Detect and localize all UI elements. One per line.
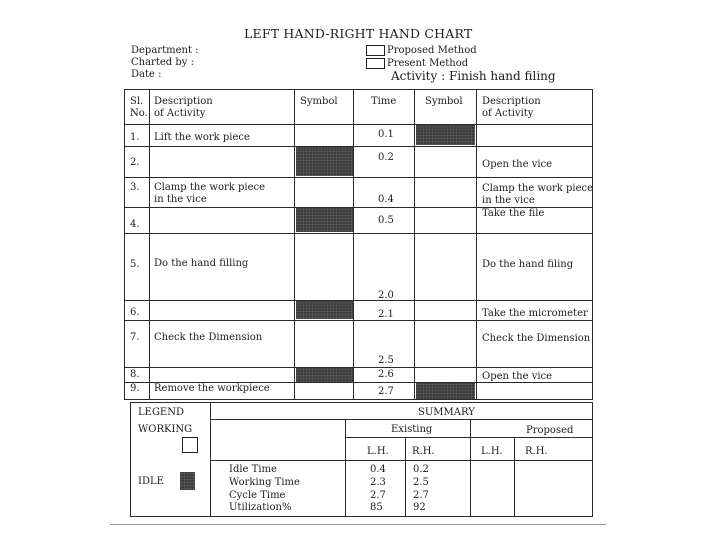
summary-proposed-header: Proposed (526, 425, 574, 436)
summary-divider (210, 460, 592, 461)
charted-by-label: Charted by : (131, 57, 194, 68)
col-divider (353, 89, 354, 399)
idle-symbol-left (296, 147, 353, 176)
col-divider (414, 89, 415, 399)
summary-metric-lh: 2.7 (370, 490, 386, 501)
table-row-right-desc: Clamp the work piece (482, 183, 594, 194)
summary-metric-rh: 2.7 (413, 490, 429, 501)
summary-divider (514, 437, 515, 516)
row-divider (124, 367, 593, 368)
present-method-label: Present Method (387, 58, 469, 69)
proposed-method-label: Proposed Method (387, 45, 477, 56)
summary-rh-header: R.H. (525, 446, 548, 457)
row-divider (124, 320, 593, 321)
table-row-right-desc: Open the vice (482, 371, 553, 382)
table-row-no: 3. (130, 182, 140, 193)
section-border-top (130, 402, 592, 403)
summary-metric-lh: 0.4 (370, 464, 386, 475)
table-row-no: 7. (130, 332, 140, 343)
table-border-top (124, 89, 593, 90)
summary-divider (345, 437, 592, 438)
table-row-left-desc: Remove the workpiece (154, 383, 270, 394)
header-sl-no: No. (130, 108, 148, 119)
summary-divider (345, 419, 346, 516)
summary-title: SUMMARY (418, 407, 475, 418)
table-row-left-desc: Check the Dimension (154, 332, 263, 343)
table-row-time: 0.1 (378, 129, 394, 140)
table-border-right (592, 89, 593, 400)
idle-symbol-left (296, 368, 353, 382)
scan-edge-line (110, 524, 606, 525)
idle-symbol-left (296, 301, 353, 319)
summary-metric-rh: 0.2 (413, 464, 429, 475)
department-label: Department : (131, 45, 199, 56)
header-symbol-left: Symbol (300, 96, 338, 107)
working-symbol (182, 437, 198, 453)
section-border-right (592, 402, 593, 517)
header-desc-right: Description (482, 96, 541, 107)
table-row-right-desc: Take the micrometer (482, 308, 588, 319)
section-border-bottom (130, 516, 592, 517)
col-divider (476, 89, 477, 399)
table-row-no: 9. (130, 383, 140, 394)
summary-existing-header: Existing (391, 424, 433, 435)
table-row-no: 8. (130, 369, 140, 380)
summary-lh-header: L.H. (481, 446, 503, 457)
header-sl-no: Sl. (130, 96, 144, 107)
summary-metric-label: Cycle Time (229, 490, 286, 501)
idle-symbol-right (416, 383, 475, 399)
table-row-time: 2.5 (378, 355, 394, 366)
table-row-time: 0.5 (378, 215, 394, 226)
table-row-left-desc: in the vice (154, 194, 207, 205)
row-divider (124, 124, 593, 125)
legend-working-label: WORKING (138, 424, 193, 435)
summary-metric-lh: 2.3 (370, 477, 386, 488)
table-border-bottom (124, 399, 593, 400)
summary-divider (210, 419, 592, 420)
table-row-right-desc: Open the vice (482, 159, 553, 170)
table-row-time: 0.4 (378, 194, 394, 205)
summary-metric-rh: 2.5 (413, 477, 429, 488)
header-desc-right: of Activity (482, 108, 534, 119)
header-desc-left: Description (154, 96, 213, 107)
summary-metric-label: Utilization% (229, 502, 292, 513)
row-divider (124, 300, 593, 301)
summary-metric-rh: 92 (413, 502, 426, 513)
col-divider (294, 89, 295, 399)
table-row-no: 6. (130, 307, 140, 318)
summary-divider (470, 419, 471, 516)
summary-lh-header: L.H. (367, 446, 389, 457)
section-border-left (130, 402, 131, 517)
present-method-checkbox[interactable] (366, 58, 385, 69)
date-label: Date : (131, 69, 162, 80)
summary-metric-label: Idle Time (229, 464, 277, 475)
summary-metric-label: Working Time (229, 477, 300, 488)
idle-symbol (180, 472, 195, 490)
row-divider (124, 233, 593, 234)
row-divider (124, 177, 593, 178)
table-row-time: 2.0 (378, 290, 394, 301)
table-row-time: 2.7 (378, 386, 394, 397)
table-row-left-desc: Lift the work piece (154, 132, 250, 143)
legend-idle-label: IDLE (138, 476, 164, 487)
header-desc-left: of Activity (154, 108, 206, 119)
header-symbol-right: Symbol (425, 96, 463, 107)
table-row-right-desc: Check the Dimension (482, 333, 591, 344)
summary-rh-header: R.H. (412, 446, 435, 457)
table-row-right-desc: Take the file (482, 208, 545, 219)
legend-title: LEGEND (138, 407, 184, 418)
idle-symbol-right (416, 125, 475, 145)
table-row-time: 2.1 (378, 309, 394, 320)
table-row-right-desc: in the vice (482, 195, 535, 206)
table-border-left (124, 89, 125, 400)
table-row-time: 0.2 (378, 152, 394, 163)
table-row-no: 4. (130, 219, 140, 230)
summary-divider (405, 437, 406, 516)
table-row-left-desc: Do the hand filling (154, 258, 249, 269)
proposed-method-checkbox[interactable] (366, 45, 385, 56)
col-divider (149, 89, 150, 399)
table-row-time: 2.6 (378, 369, 394, 380)
summary-metric-lh: 85 (370, 502, 383, 513)
idle-symbol-left (296, 208, 353, 232)
page-title: LEFT HAND-RIGHT HAND CHART (244, 26, 473, 41)
table-row-no: 2. (130, 157, 140, 168)
activity-label: Activity : Finish hand filing (391, 69, 556, 83)
table-row-no: 5. (130, 259, 140, 270)
table-row-no: 1. (130, 132, 140, 143)
header-time: Time (371, 96, 397, 107)
table-row-left-desc: Clamp the work piece (154, 182, 266, 193)
table-row-right-desc: Do the hand filing (482, 259, 574, 270)
row-divider (124, 146, 593, 147)
